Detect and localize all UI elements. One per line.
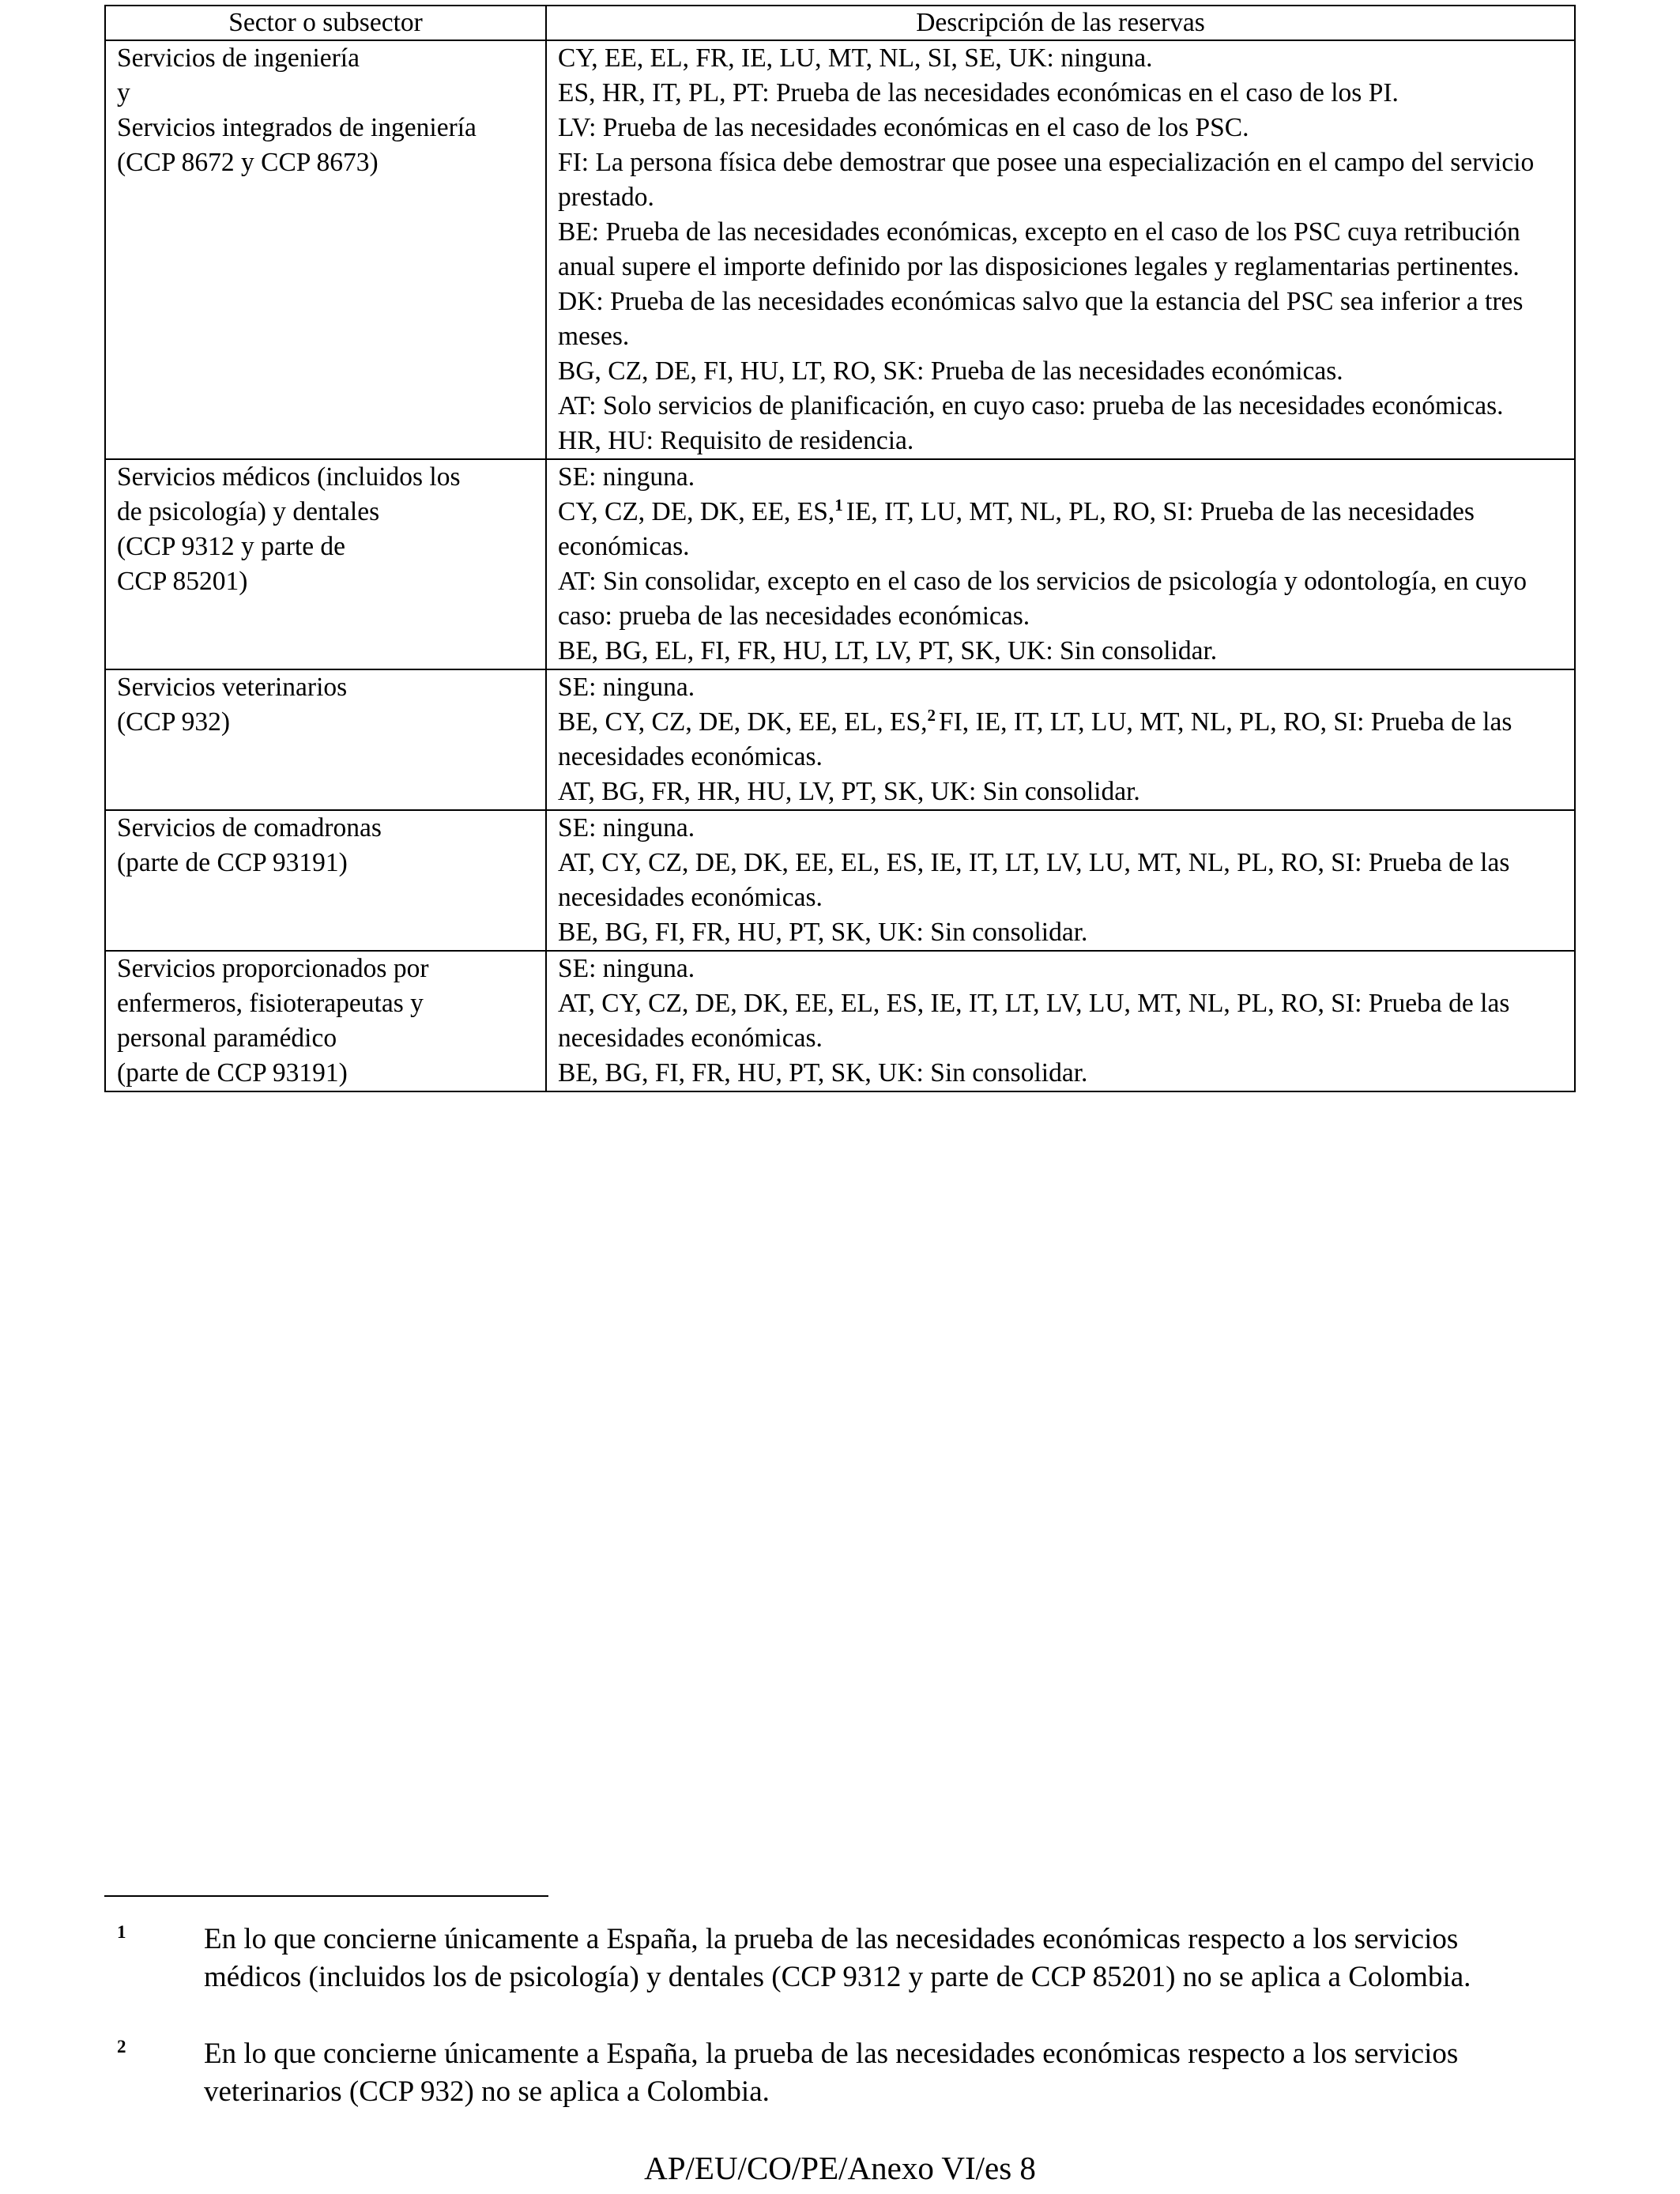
footnote-number: 2 bbox=[117, 2037, 126, 2056]
reserva-entry bbox=[558, 495, 1563, 564]
reserva-entry: LV: Prueba de las necesidades económicas en el caso de los PSC. bbox=[558, 113, 1249, 142]
table-row bbox=[105, 459, 1575, 669]
sector-line: (parte de CCP 93191) bbox=[117, 848, 348, 877]
reserva-text: IE, IT, LU, MT, NL, PL, RO, SI: Prueba de las necesidades económicas. bbox=[558, 497, 1475, 561]
reserva-text: FI, IE, IT, LT, LU, MT, NL, PL, RO, SI: Prueba de las necesidades económicas. bbox=[558, 707, 1512, 771]
reserva-entry: ES, HR, IT, PL, PT: Prueba de las necesidades económicas en el caso de los PI. bbox=[558, 78, 1399, 107]
reservations-table bbox=[104, 5, 1576, 1092]
footnote-text: En lo que concierne únicamente a España, la prueba de las necesidades económicas respecto a los servicios veterinarios (CCP 932) no se aplica a Colombia. bbox=[204, 2038, 1459, 2108]
footnote-reference[interactable]: 1 bbox=[834, 496, 843, 515]
sector-line: (CCP 932) bbox=[117, 707, 231, 737]
column-header-reservas: Descripción de las reservas bbox=[546, 6, 1575, 40]
sector-line: (CCP 8672 y CCP 8673) bbox=[117, 148, 379, 177]
sector-line: enfermeros, fisioterapeutas y bbox=[117, 989, 424, 1018]
reserva-text: BE, CY, CZ, DE, DK, EE, EL, ES, bbox=[558, 707, 928, 737]
sector-cell bbox=[105, 459, 546, 669]
sector-line: Servicios médicos (incluidos los bbox=[117, 462, 461, 492]
reserva-entry: BE: Prueba de las necesidades económicas, excepto en el caso de los PSC cuya retribución anual supere el importe definido por las disposiciones legales y reglamentarias pertinentes. bbox=[558, 217, 1520, 281]
reserva-entry: BG, CZ, DE, FI, HU, LT, RO, SK: Prueba de las necesidades económicas. bbox=[558, 356, 1343, 386]
reserva-entry: SE: ninguna. bbox=[558, 673, 695, 702]
sector-line: CCP 85201) bbox=[117, 567, 248, 596]
reserva-entry: SE: ninguna. bbox=[558, 462, 695, 492]
reserva-entry: AT, CY, CZ, DE, DK, EE, EL, ES, IE, IT, LT, LV, LU, MT, NL, PL, RO, SI: Prueba de las necesidades económicas. bbox=[558, 848, 1510, 912]
sector-line: de psicología) y dentales bbox=[117, 497, 380, 526]
sector-line: y bbox=[117, 78, 130, 107]
reserva-entry: HR, HU: Requisito de residencia. bbox=[558, 426, 914, 455]
reserva-entry: AT, CY, CZ, DE, DK, EE, EL, ES, IE, IT, LT, LV, LU, MT, NL, PL, RO, SI: Prueba de las necesidades económicas. bbox=[558, 989, 1510, 1053]
reservas-cell bbox=[546, 810, 1575, 951]
reservas-cell bbox=[546, 669, 1575, 810]
footnote-1 bbox=[104, 1921, 1574, 1996]
footnote-number: 1 bbox=[117, 1922, 126, 1942]
reserva-entry: DK: Prueba de las necesidades económicas salvo que la estancia del PSC sea inferior a tres meses. bbox=[558, 287, 1524, 351]
footnote-separator bbox=[104, 1895, 548, 1897]
reserva-entry: SE: ninguna. bbox=[558, 813, 695, 843]
sector-line: Servicios de ingeniería bbox=[117, 43, 360, 73]
reserva-entry: BE, BG, FI, FR, HU, PT, SK, UK: Sin consolidar. bbox=[558, 1058, 1088, 1088]
table-body bbox=[105, 40, 1575, 1091]
reserva-text: CY, CZ, DE, DK, EE, ES, bbox=[558, 497, 835, 526]
footnote-text: En lo que concierne únicamente a España, la prueba de las necesidades económicas respecto a los servicios médicos (incluidos los de psicología) y dentales (CCP 9312 y parte de CCP 85201) no se aplica a Colombia. bbox=[204, 1923, 1471, 1993]
sector-cell bbox=[105, 669, 546, 810]
reserva-entry: AT: Sin consolidar, excepto en el caso de los servicios de psicología y odontología, en cuyo caso: prueba de las necesidades económicas. bbox=[558, 567, 1527, 631]
reservas-cell bbox=[546, 459, 1575, 669]
sector-line: (CCP 9312 y parte de bbox=[117, 532, 346, 561]
sector-cell bbox=[105, 951, 546, 1091]
reserva-entry: BE, BG, FI, FR, HU, PT, SK, UK: Sin consolidar. bbox=[558, 918, 1088, 947]
reserva-entry: BE, BG, EL, FI, FR, HU, LT, LV, PT, SK, UK: Sin consolidar. bbox=[558, 636, 1218, 665]
sector-line: Servicios de comadronas bbox=[117, 813, 382, 843]
sector-line: Servicios integrados de ingeniería bbox=[117, 113, 477, 142]
table-row bbox=[105, 810, 1575, 951]
sector-cell bbox=[105, 40, 546, 459]
sector-line: Servicios proporcionados por bbox=[117, 954, 429, 983]
page-footer: AP/EU/CO/PE/Anexo VI/es 8 bbox=[644, 2150, 1036, 2186]
reserva-entry: FI: La persona física debe demostrar que posee una especialización en el campo del servicio prestado. bbox=[558, 148, 1535, 212]
table-row bbox=[105, 40, 1575, 459]
column-header-sector: Sector o subsector bbox=[105, 6, 546, 40]
reserva-entry: SE: ninguna. bbox=[558, 954, 695, 983]
footnote-2 bbox=[104, 2035, 1574, 2111]
reservas-cell bbox=[546, 951, 1575, 1091]
table-header-row bbox=[105, 6, 1575, 40]
sector-line: personal paramédico bbox=[117, 1023, 337, 1053]
reserva-entry: AT, BG, FR, HR, HU, LV, PT, SK, UK: Sin consolidar. bbox=[558, 777, 1140, 806]
footnote-reference[interactable]: 2 bbox=[927, 706, 936, 725]
sector-line: Servicios veterinarios bbox=[117, 673, 348, 702]
sector-cell bbox=[105, 810, 546, 951]
table-row bbox=[105, 669, 1575, 810]
reserva-entry: CY, EE, EL, FR, IE, LU, MT, NL, SI, SE, UK: ninguna. bbox=[558, 43, 1153, 73]
reserva-entry: AT: Solo servicios de planificación, en cuyo caso: prueba de las necesidades económicas. bbox=[558, 391, 1504, 420]
reservas-cell bbox=[546, 40, 1575, 459]
sector-line: (parte de CCP 93191) bbox=[117, 1058, 348, 1088]
table-row bbox=[105, 951, 1575, 1091]
reserva-entry bbox=[558, 705, 1563, 775]
